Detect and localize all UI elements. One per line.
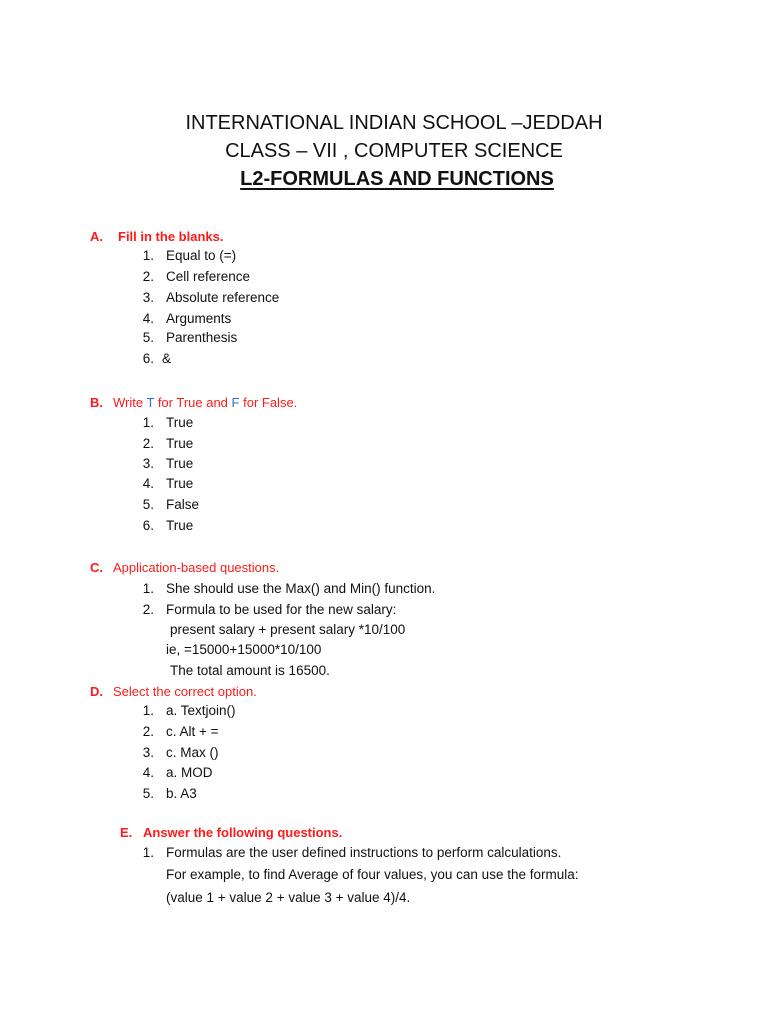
- section-c-title: Application-based questions.: [113, 560, 280, 575]
- formula-line: ie, =15000+15000*10/100: [166, 642, 322, 657]
- topic-title: L2-FORMULAS AND FUNCTIONS: [240, 168, 554, 190]
- list-number: 1.: [142, 845, 154, 860]
- answer-line: For example, to find Average of four values, you can use the formula:: [166, 867, 579, 882]
- list-item: Formula to be used for the new salary:: [166, 602, 397, 617]
- list-number: 1.: [142, 415, 154, 430]
- section-b-letter: B.: [90, 395, 103, 410]
- list-number: 6.: [142, 518, 154, 533]
- list-number: 3.: [142, 290, 154, 305]
- list-number: 1.: [142, 581, 154, 596]
- list-item: a. MOD: [166, 765, 213, 780]
- section-a-letter: A.: [90, 229, 103, 244]
- list-number: 5.: [142, 786, 154, 801]
- section-e-letter: E.: [120, 825, 133, 840]
- list-number: 3.: [142, 745, 154, 760]
- section-d-title: Select the correct option.: [113, 684, 257, 699]
- list-number: 4.: [142, 765, 154, 780]
- formula-line: present salary + present salary *10/100: [170, 622, 406, 637]
- list-item: c. Alt + =: [166, 724, 219, 739]
- section-a-title: Fill in the blanks.: [118, 229, 224, 244]
- list-number: 5.: [142, 497, 154, 512]
- list-item: Parenthesis: [166, 330, 238, 345]
- list-item: She should use the Max() and Min() function.: [166, 581, 436, 596]
- list-number: 2.: [142, 724, 154, 739]
- list-item: False: [166, 497, 200, 512]
- list-number: 1.: [142, 248, 154, 263]
- list-number: 2.: [142, 602, 154, 617]
- list-item: Formulas are the user defined instructions to perform calculations.: [166, 845, 562, 860]
- list-number: 1.: [142, 703, 154, 718]
- class-line: CLASS – VII , COMPUTER SCIENCE: [225, 140, 563, 162]
- result-line: The total amount is 16500.: [170, 663, 330, 678]
- section-e-title: Answer the following questions.: [143, 825, 343, 840]
- answer-line: (value 1 + value 2 + value 3 + value 4)/4.: [166, 890, 411, 905]
- list-item: True: [166, 436, 194, 451]
- section-b-title: Write T for True and F for False.: [113, 395, 298, 410]
- list-item: Absolute reference: [166, 290, 280, 305]
- list-item: True: [166, 415, 194, 430]
- list-item: True: [166, 456, 194, 471]
- list-number: 2.: [142, 436, 154, 451]
- list-number: 5.: [142, 330, 154, 345]
- list-number: 4.: [142, 476, 154, 491]
- section-c-letter: C.: [90, 560, 103, 575]
- list-number: 2.: [142, 269, 154, 284]
- list-number: 4.: [142, 311, 154, 326]
- list-item: b. A3: [166, 786, 197, 801]
- list-item: c. Max (): [166, 745, 219, 760]
- section-d-letter: D.: [90, 684, 103, 699]
- list-item: a. Textjoin(): [166, 703, 236, 718]
- list-item: True: [166, 476, 194, 491]
- list-item: Equal to (=): [166, 248, 237, 263]
- list-number: 6.: [142, 351, 154, 366]
- list-item: Cell reference: [166, 269, 251, 284]
- list-item: Arguments: [166, 311, 232, 326]
- list-number: 3.: [142, 456, 154, 471]
- school-name: INTERNATIONAL INDIAN SCHOOL –JEDDAH: [185, 112, 603, 134]
- list-item: True: [166, 518, 194, 533]
- list-item: &: [162, 351, 172, 366]
